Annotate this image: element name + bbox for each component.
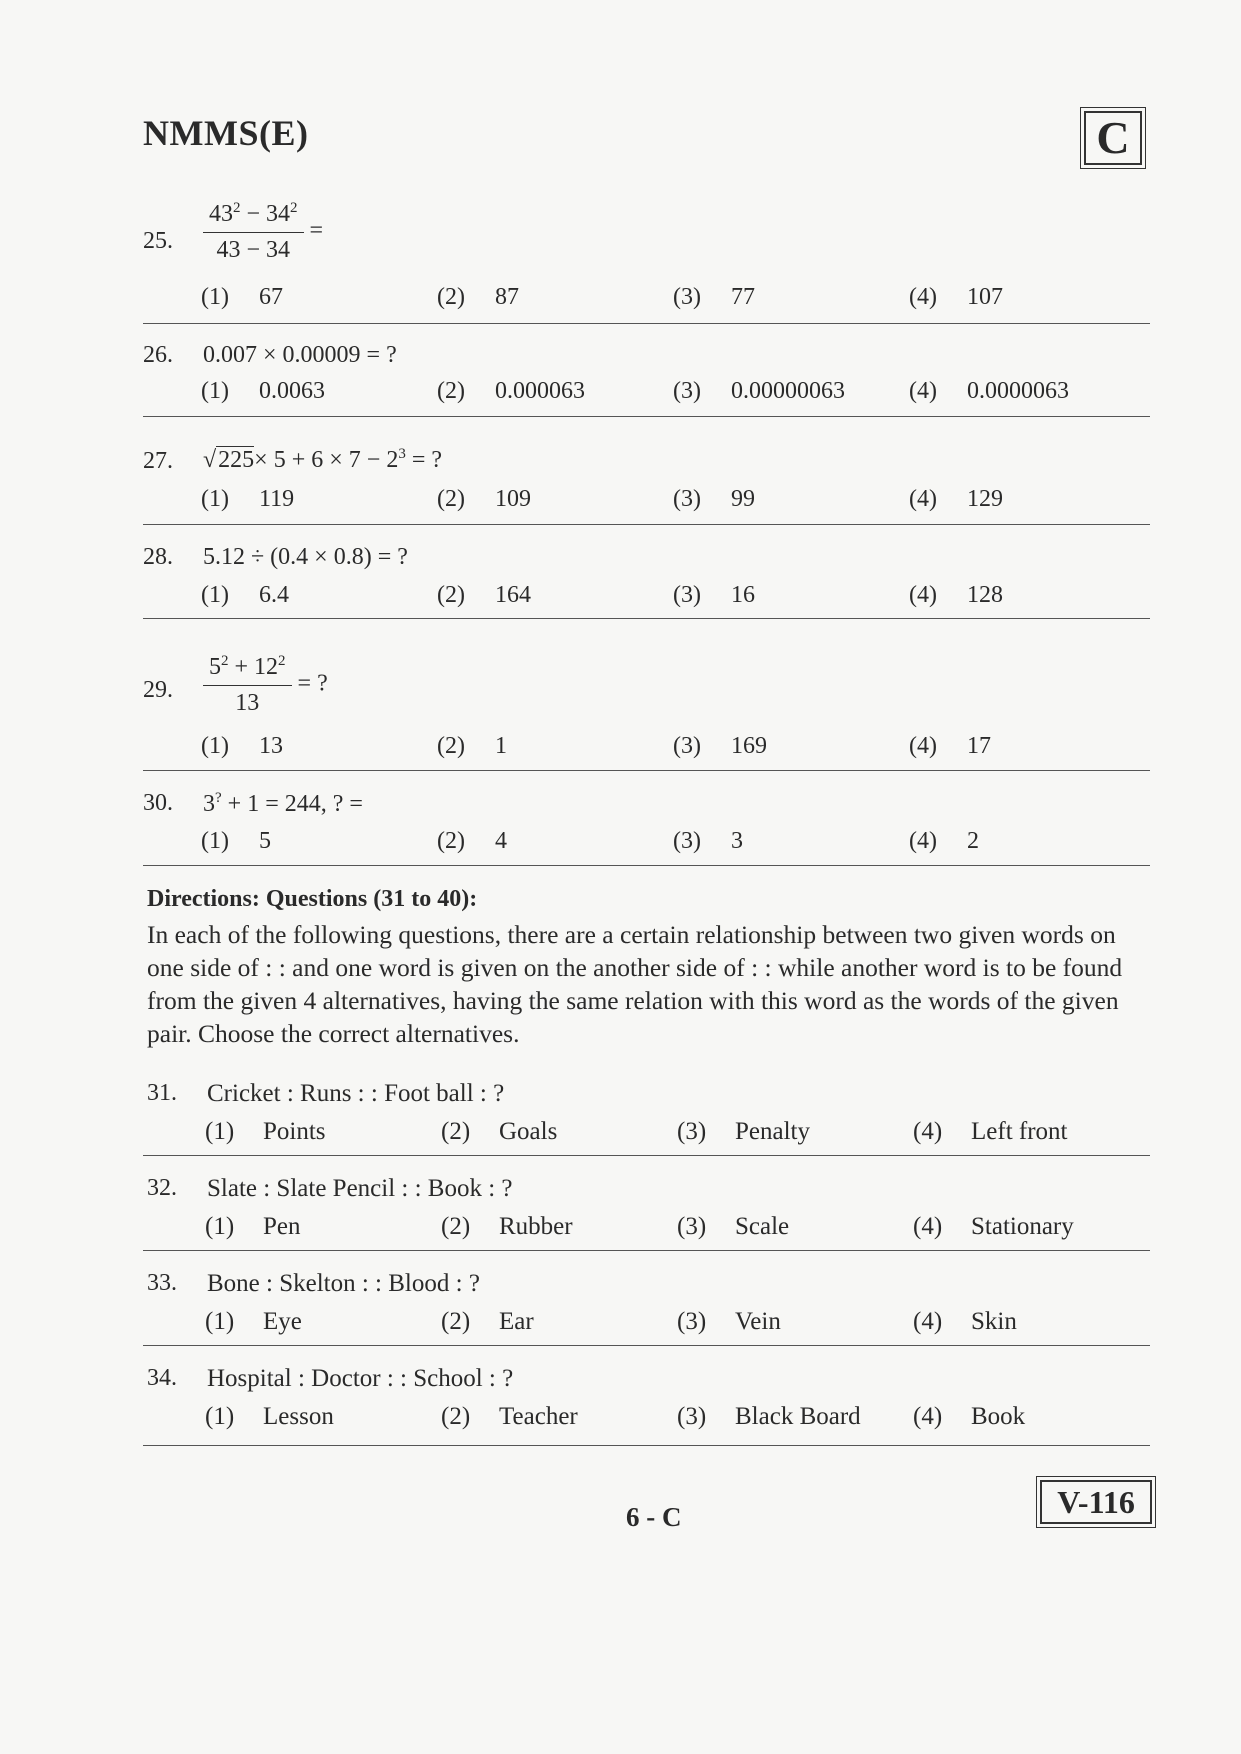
option-3[interactable]: (3) 0.00000063 <box>673 378 845 404</box>
option-1[interactable]: (1) 6.4 <box>201 582 289 608</box>
question-number: 25. <box>143 228 173 254</box>
option-1[interactable]: (1) 0.0063 <box>201 378 325 404</box>
option-3[interactable]: (3) 16 <box>673 582 755 608</box>
option-3[interactable]: (3) 3 <box>673 828 743 854</box>
option-4[interactable]: (4) Book <box>913 1403 1026 1430</box>
divider <box>143 618 1150 619</box>
option-3[interactable]: (3) Vein <box>677 1308 781 1335</box>
question-stem: Bone : Skelton : : Blood : ? <box>207 1270 480 1297</box>
option-4[interactable]: (4) 129 <box>909 486 1003 512</box>
fraction-numerator: $5^2 + 12^2$ <box>203 653 292 686</box>
directions-heading: Directions: Questions (31 to 40): <box>147 886 478 912</box>
option-4[interactable]: (4) Skin <box>913 1308 1017 1335</box>
option-1[interactable]: (1) 5 <box>201 828 271 854</box>
question-number: 29. <box>143 677 173 703</box>
question-number: 34. <box>147 1365 177 1391</box>
option-2[interactable]: (2) 87 <box>437 284 519 310</box>
option-4[interactable]: (4) 0.0000063 <box>909 378 1069 404</box>
divider <box>143 1445 1150 1446</box>
question-number: 30. <box>143 790 173 816</box>
divider <box>143 524 1150 525</box>
fraction-denominator: 13 <box>235 690 260 716</box>
radicand: 225 <box>218 447 255 473</box>
fraction <box>203 653 292 717</box>
question-stem: Hospital : Doctor : : School : ? <box>207 1365 514 1392</box>
fraction-numerator: $43^2 - 34^2$ <box>203 200 304 233</box>
divider <box>143 1250 1150 1251</box>
option-2[interactable]: (2) 4 <box>437 828 507 854</box>
set-code-badge: C <box>1084 111 1142 165</box>
divider <box>143 416 1150 417</box>
fraction-denominator: 43 − 34 <box>216 237 291 263</box>
option-3[interactable]: (3) 77 <box>673 284 755 310</box>
square-root-icon: √ <box>203 447 217 473</box>
question-stem: Slate : Slate Pencil : : Book : ? <box>207 1175 513 1202</box>
option-1[interactable]: (1) 67 <box>201 284 283 310</box>
option-2[interactable]: (2) Teacher <box>441 1403 578 1430</box>
divider <box>143 1155 1150 1156</box>
option-3[interactable]: (3) 169 <box>673 733 767 759</box>
question-stem: $√225\times 5 + 6 \times 7 - 2^3$ = ? <box>203 446 442 473</box>
option-1[interactable]: (1) Points <box>205 1118 326 1145</box>
divider <box>143 865 1150 866</box>
option-3[interactable]: (3) Penalty <box>677 1118 810 1145</box>
option-2[interactable]: (2) 1 <box>437 733 507 759</box>
question-stem <box>203 653 328 717</box>
option-4[interactable]: (4) 17 <box>909 733 991 759</box>
question-stem: Cricket : Runs : : Foot ball : ? <box>207 1080 505 1107</box>
fraction <box>203 200 304 264</box>
option-1[interactable]: (1) 13 <box>201 733 283 759</box>
option-4[interactable]: (4) 128 <box>909 582 1003 608</box>
option-1[interactable]: (1) Eye <box>205 1308 302 1335</box>
option-4[interactable]: (4) 107 <box>909 284 1003 310</box>
option-4[interactable]: (4) Left front <box>913 1118 1068 1145</box>
option-2[interactable]: (2) 0.000063 <box>437 378 585 404</box>
option-2[interactable]: (2) Goals <box>441 1118 558 1145</box>
page-number: 6 - C <box>626 1502 682 1532</box>
divider <box>143 1345 1150 1346</box>
question-number: 31. <box>147 1080 177 1106</box>
question-stem <box>203 200 323 264</box>
option-3[interactable]: (3) Scale <box>677 1213 790 1240</box>
option-2[interactable]: (2) Rubber <box>441 1213 573 1240</box>
exam-title: NMMS(E) <box>143 113 309 153</box>
option-2[interactable]: (2) Ear <box>441 1308 534 1335</box>
option-4[interactable]: (4) Stationary <box>913 1213 1074 1240</box>
question-number: 27. <box>143 448 173 474</box>
divider <box>143 770 1150 771</box>
option-1[interactable]: (1) Lesson <box>205 1403 334 1430</box>
booklet-code-badge: V-116 <box>1040 1480 1152 1524</box>
divider <box>143 323 1150 324</box>
option-4[interactable]: (4) 2 <box>909 828 979 854</box>
option-2[interactable]: (2) 109 <box>437 486 531 512</box>
question-number: 32. <box>147 1175 177 1201</box>
question-stem: 3? + 1 = 244, ? = <box>203 790 363 817</box>
question-number: 26. <box>143 342 173 368</box>
directions-text: In each of the following questions, there are a certain relationship between two given words on one side of : : and one word is given on the another side of : : while another word is to be found from the given 4 alternatives, having the same relation with this word as the words of the given pair. Choose the correct alternatives. <box>147 920 1123 1048</box>
option-2[interactable]: (2) 164 <box>437 582 531 608</box>
question-stem: 5.12 ÷ (0.4 × 0.8) = ? <box>203 544 408 570</box>
option-1[interactable]: (1) Pen <box>205 1213 301 1240</box>
question-number: 28. <box>143 544 173 570</box>
equals-sign: = ? <box>297 670 328 697</box>
option-3[interactable]: (3) 99 <box>673 486 755 512</box>
question-stem: 0.007 × 0.00009 = ? <box>203 342 397 368</box>
question-number: 33. <box>147 1270 177 1296</box>
option-1[interactable]: (1) 119 <box>201 486 295 512</box>
option-3[interactable]: (3) Black Board <box>677 1403 861 1430</box>
equals-sign: = <box>309 217 324 244</box>
